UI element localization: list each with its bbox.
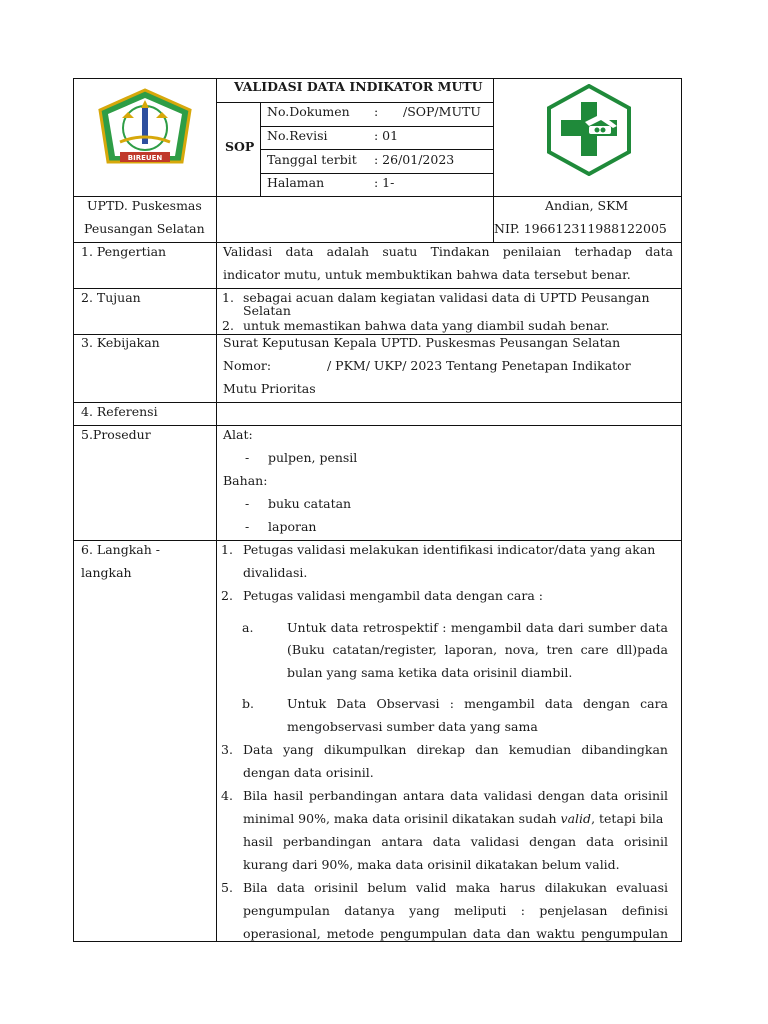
pengertian-text-line1: Validasi data adalah suatu Tindakan penilaian terhadap data <box>223 244 673 259</box>
section-label-prosedur: 5.Prosedur <box>81 427 151 442</box>
step-text-cont: kurang dari 90%, maka data orisinil dikatakan belum valid. <box>243 857 620 872</box>
bireuen-logo <box>96 88 194 172</box>
kebijakan-line3: Mutu Prioritas <box>223 381 316 396</box>
field-sep-no-revisi: : 01 <box>374 128 399 143</box>
step-text: Data yang dikumpulkan direkap dan kemudian dibandingkan <box>243 742 668 757</box>
field-sep-halaman: : 1- <box>374 175 395 190</box>
substep-letter: b. <box>242 696 254 711</box>
section-label-langkah-cont: langkah <box>81 565 132 580</box>
step-number: 3. <box>221 742 233 757</box>
sop-label: SOP <box>225 139 255 154</box>
step-text-cont: divalidasi. <box>243 565 308 580</box>
document-title: VALIDASI DATA INDIKATOR MUTU <box>234 79 483 94</box>
tujuan-item-number: 1. <box>222 290 234 305</box>
signer-name: Andian, SKM <box>545 198 629 213</box>
field-label-halaman: Halaman <box>267 175 325 190</box>
alat-item: pulpen, pensil <box>268 450 358 465</box>
puskesmas-logo <box>545 84 633 176</box>
alat-label: Alat: <box>223 427 253 442</box>
list-dash: - <box>245 450 250 465</box>
kebijakan-nomor-text: / PKM/ UKP/ 2023 Tentang Penetapan Indikator <box>327 358 631 373</box>
field-label-no-dokumen: No.Dokumen <box>267 104 350 119</box>
tujuan-item-text-cont: Selatan <box>243 303 291 318</box>
tujuan-item-text: untuk memastikan bahwa data yang diambil sudah benar. <box>243 318 610 333</box>
tujuan-item-text: sebagai acuan dalam kegiatan validasi data di UPTD Peusangan <box>243 290 650 305</box>
org-name-line2: Peusangan Selatan <box>84 221 205 236</box>
substep-text-cont: mengobservasi sumber data yang sama <box>287 719 538 734</box>
valid-emphasis: valid <box>560 811 592 826</box>
field-sep-no-dokumen: : <box>374 104 379 119</box>
step-number: 5. <box>221 880 233 895</box>
section-label-pengertian: 1. Pengertian <box>81 244 167 259</box>
list-dash: - <box>245 496 250 511</box>
step-text-segment: minimal 90%, maka data orisinil dikatakan sudah <box>243 811 561 826</box>
bahan-label: Bahan: <box>223 473 268 488</box>
substep-text: Untuk data retrospektif : mengambil data dari sumber data <box>287 620 668 635</box>
step-text: Petugas validasi mengambil data dengan cara : <box>243 588 543 603</box>
step-text-cont <box>243 811 663 827</box>
step-number: 4. <box>221 788 233 803</box>
kebijakan-nomor-label: Nomor: <box>223 358 272 373</box>
field-label-tanggal-terbit: Tanggal terbit <box>267 152 357 167</box>
step-number: 2. <box>221 588 233 603</box>
step-text-cont: pengumpulan datanya yang meliputi : penjelasan definisi <box>243 903 668 918</box>
kebijakan-line1: Surat Keputusan Kepala UPTD. Puskesmas Peusangan Selatan <box>223 335 621 350</box>
substep-text: Untuk Data Observasi : mengambil data dengan cara <box>287 696 668 711</box>
list-dash: - <box>245 519 250 534</box>
substep-letter: a. <box>242 620 254 635</box>
section-label-tujuan: 2. Tujuan <box>81 290 141 305</box>
section-label-kebijakan: 3. Kebijakan <box>81 335 160 350</box>
step-number: 1. <box>221 542 233 557</box>
field-value-no-dokumen: /SOP/MUTU <box>403 104 481 119</box>
org-name-line1: UPTD. Puskesmas <box>87 198 202 213</box>
field-label-no-revisi: No.Revisi <box>267 128 328 143</box>
substep-text-cont: (Buku catatan/register, laporan, nova, tren care dll)pada <box>287 642 668 657</box>
step-text-cont: hasil perbandingan antara data validasi dengan data orisinil <box>243 834 668 849</box>
step-text: Petugas validasi melakukan identifikasi indicator/data yang akan <box>243 542 656 557</box>
bireuen-logo-text: BIREUEN <box>127 154 163 162</box>
step-text-cont: dengan data orisinil. <box>243 765 374 780</box>
substep-text-cont: bulan yang sama ketika data orisinil diambil. <box>287 665 573 680</box>
field-sep-tanggal-terbit: : 26/01/2023 <box>374 152 455 167</box>
bahan-item: buku catatan <box>268 496 352 511</box>
bahan-item: laporan <box>268 519 317 534</box>
step-text-cont: operasional, metode pengumpulan data dan waktu pengumpulan <box>243 926 668 941</box>
signer-nip: NIP. 196612311988122005 <box>494 221 667 236</box>
section-label-referensi: 4. Referensi <box>81 404 158 419</box>
step-text: Bila data orisinil belum valid maka harus dilakukan evaluasi <box>243 880 668 895</box>
step-text-segment: , tetapi bila <box>591 811 664 826</box>
section-label-langkah: 6. Langkah - <box>81 542 160 557</box>
tujuan-item-number: 2. <box>222 318 234 333</box>
step-text: Bila hasil perbandingan antara data validasi dengan data orisinil <box>243 788 668 803</box>
pengertian-text-line2: indicator mutu, untuk membuktikan bahwa data tersebut benar. <box>223 267 631 282</box>
